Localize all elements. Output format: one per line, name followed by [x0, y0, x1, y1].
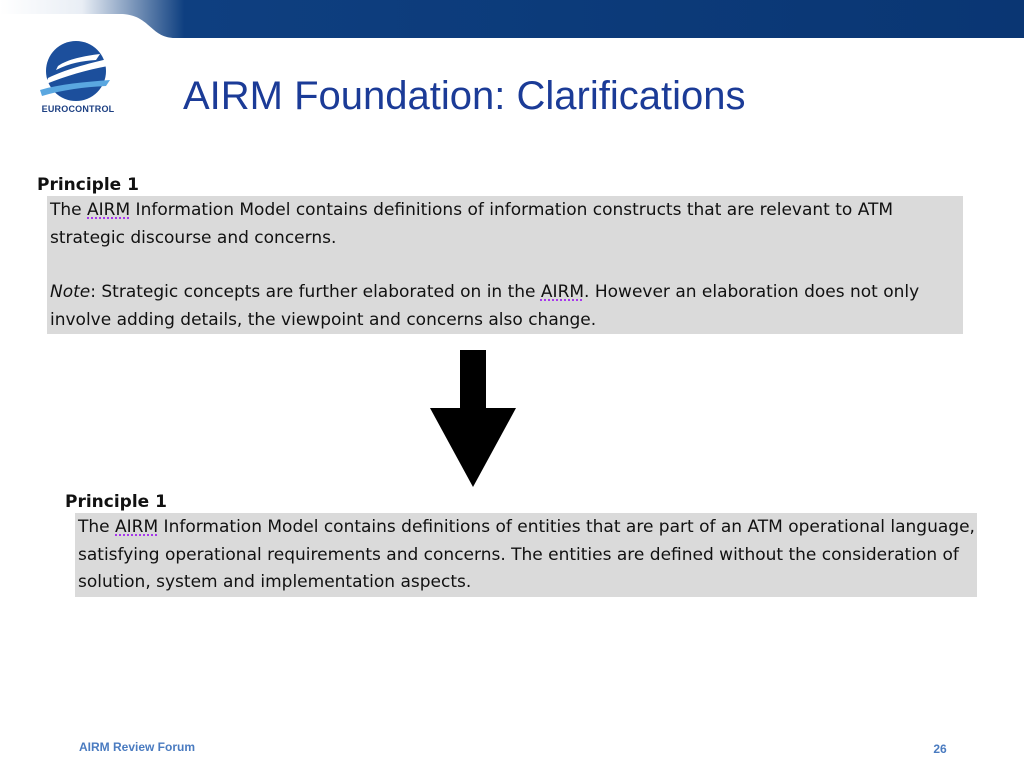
eurocontrol-logo — [36, 40, 120, 120]
principle-before-paragraph-1 — [50, 197, 963, 252]
airm-abbreviation: AIRM — [115, 517, 159, 537]
airm-abbreviation: AIRM — [87, 200, 131, 220]
text-run: Information Model contains definitions of entities that are part of an ATM operational language, satisfying operational requirements and concerns. The entities are defined without the consideration of solution, system and implementation aspects. — [78, 517, 975, 592]
eurocontrol-emblem-icon — [40, 40, 116, 102]
top-header-band — [0, 0, 1024, 38]
text-run: . However an elaboration does not only involve adding details, the viewpoint and concerns also change. — [50, 282, 920, 330]
text-run: : Strategic concepts are further elaborated on in the — [90, 282, 541, 302]
text-run: Information Model contains definitions of information constructs that are relevant to ATM strategic discourse and concerns. — [50, 200, 894, 248]
note-label: Note — [50, 282, 91, 302]
principle-after-paragraph-1 — [78, 514, 977, 597]
text-run: The — [50, 200, 88, 220]
logo-wordmark: EUROCONTROL — [41, 104, 115, 114]
principle-before-text-block — [47, 196, 963, 334]
footer-event-name: AIRM Review Forum — [79, 740, 196, 754]
principle-before-heading: Principle 1 — [37, 175, 139, 195]
principle-after-text-block — [75, 513, 977, 597]
text-run: The — [78, 517, 116, 537]
airm-abbreviation: AIRM — [540, 282, 585, 302]
down-arrow-icon — [430, 350, 516, 488]
page-number: 26 — [933, 742, 947, 756]
principle-before-paragraph-2 — [50, 279, 963, 334]
slide-title: AIRM Foundation: Clarifications — [183, 74, 746, 118]
principle-after-heading: Principle 1 — [65, 492, 167, 512]
